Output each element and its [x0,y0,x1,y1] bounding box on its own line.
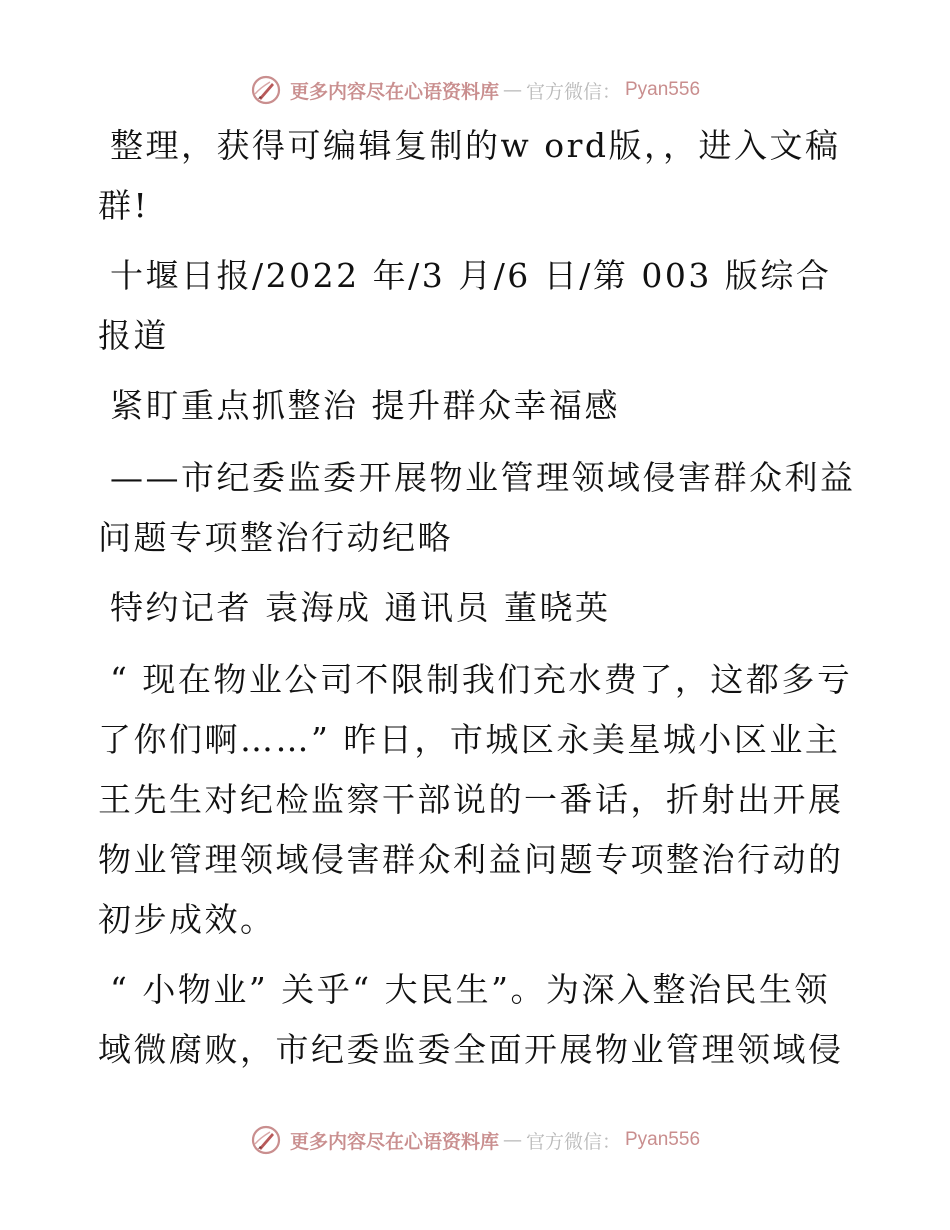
body-paragraph-2: “ 小物业” 关乎“ 大民生”。为深入整治民生领域微腐败，市纪委监委全面开展物业管理领域侵 [98,970,844,1069]
quill-pen-logo-icon [250,1124,282,1156]
intro-paragraph: 整理，获得可编辑复制的w ord版，，进入文稿群! [98,126,841,225]
document-body [98,116,858,1090]
watermark-brand: 更多内容尽在心语资料库 [289,1130,499,1153]
watermark-wechat-id: Pyan556 [625,79,701,100]
footer-watermark [0,1120,950,1160]
body-paragraph-1: “ 现在物业公司不限制我们充水费了，这都多亏了你们啊……” 昨日，市城区永美星城小区业主王先生对纪检监察干部说的一番话，折射出开展物业管理领域侵害群众利益问题专项整治行动的初步成效。 [98,660,853,939]
article-byline: 特约记者 袁海成 通讯员 董晓英 [110,588,611,627]
article-subtitle: ——市纪委监委开展物业管理领域侵害群众利益问题专项整治行动纪略 [98,458,856,557]
watermark-wechat-label: 官方微信： [525,80,621,103]
watermark-brand: 更多内容尽在心语资料库 [289,80,499,103]
watermark-separator: — [502,79,522,101]
watermark-wechat-label: 官方微信： [525,1130,621,1153]
source-citation: 十堰日报/2022 年/3 月/6 日/第 003 版综合报道 [98,256,832,355]
watermark-separator: — [502,1129,522,1151]
header-watermark [0,70,950,110]
watermark-wechat-id: Pyan556 [625,1129,701,1150]
article-title: 紧盯重点抓整治 提升群众幸福感 [110,386,620,425]
quill-pen-logo-icon [250,74,282,106]
